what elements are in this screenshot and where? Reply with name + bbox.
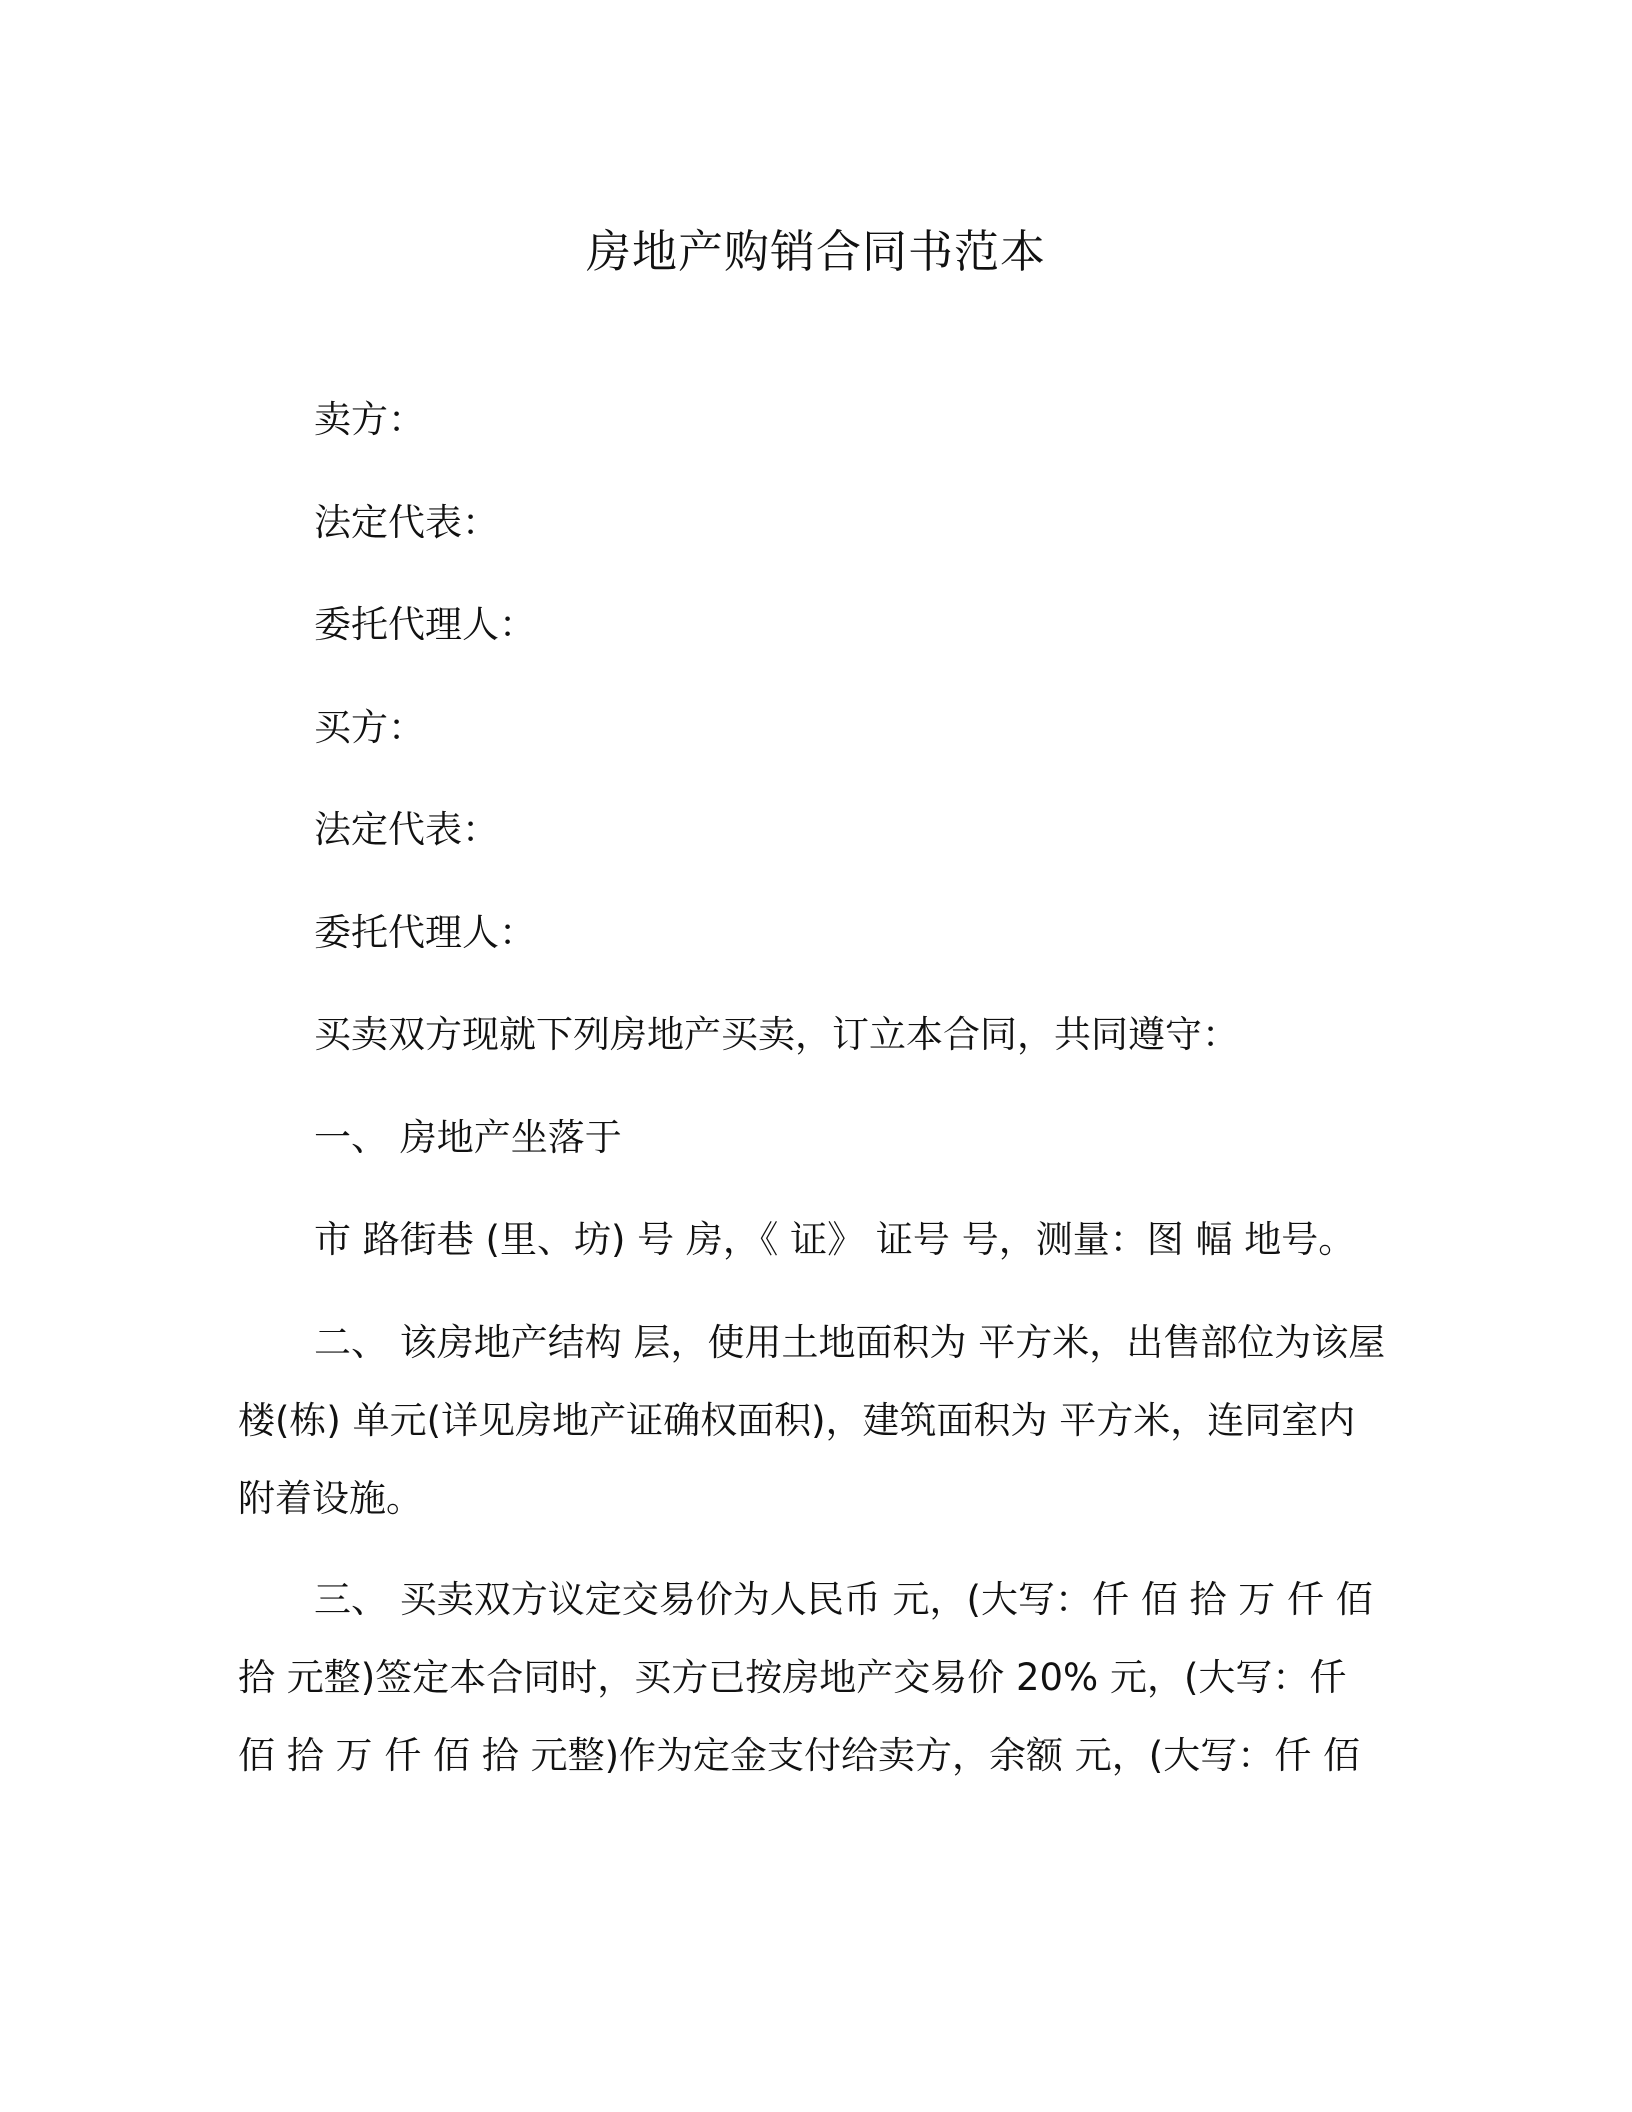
document-title: 房地产购销合同书范本 [585,225,1046,278]
clause-1-detail: 市 路街巷 (里、坊) 号 房，《 证》 证号 号，测量：图 幅 地号。 [314,1218,1356,1261]
seller-representative-label: 法定代表： [314,501,499,544]
clause-1-heading: 一、 房地产坐落于 [314,1116,622,1159]
buyer-agent-label: 委托代理人： [314,911,536,954]
seller-agent-label: 委托代理人： [314,603,536,646]
clause-3-line: 佰 拾 万 仟 佰 拾 元整)作为定金支付给卖方，余额 元，(大写：仟 佰 [238,1734,1360,1777]
clause-2-line: 附着设施。 [238,1477,423,1520]
clause-2-line: 二、 该房地产结构 层，使用土地面积为 平方米，出售部位为该屋 [314,1321,1386,1364]
clause-2-line: 楼(栋) 单元(详见房地产证确权面积)，建筑面积为 平方米，连同室内 [238,1399,1356,1442]
buyer-label: 买方： [314,706,425,749]
seller-label: 卖方： [314,398,425,441]
clause-3-line: 三、 买卖双方议定交易价为人民币 元，(大写：仟 佰 拾 万 仟 佰 [314,1578,1373,1621]
clause-3-line: 拾 元整)签定本合同时，买方已按房地产交易价 20% 元，(大写：仟 [238,1656,1347,1699]
preamble-text: 买卖双方现就下列房地产买卖，订立本合同，共同遵守： [314,1013,1239,1056]
buyer-representative-label: 法定代表： [314,808,499,851]
